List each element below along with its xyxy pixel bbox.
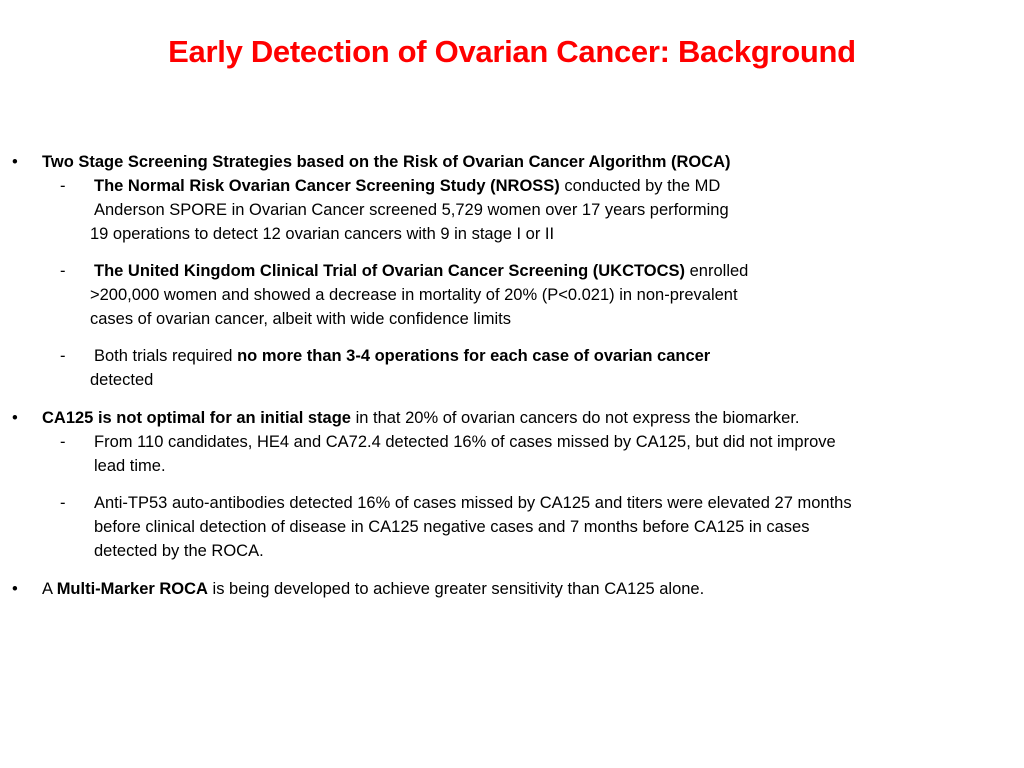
nross-line-1-rest: conducted by the MD xyxy=(559,177,721,195)
both-trials-line-1 xyxy=(94,346,710,366)
bullet-marker: • xyxy=(12,153,18,171)
both-trials-line-2: detected xyxy=(90,371,154,389)
bullet-2-text: in that 20% of ovarian cancers do not express the biomarker. xyxy=(350,409,800,427)
dash-marker: - xyxy=(60,433,66,451)
tp53-line-3: detected by the ROCA. xyxy=(94,542,264,560)
bullet-3-bold: Multi-Marker ROCA xyxy=(56,580,208,598)
ukctocs-line-1-rest: enrolled xyxy=(685,262,749,280)
ukctocs-line-1 xyxy=(94,261,748,281)
bullet-1-heading xyxy=(42,152,731,172)
dash-marker: - xyxy=(60,177,66,195)
both-trials-bold: no more than 3-4 operations for each case of ovarian cancer xyxy=(237,347,711,365)
bullet-marker: • xyxy=(12,409,18,427)
he4-line-2: lead time. xyxy=(94,457,166,475)
nross-line-1 xyxy=(94,176,720,196)
bullet-3-text: is being developed to achieve greater sensitivity than CA125 alone. xyxy=(207,580,705,598)
dash-marker: - xyxy=(60,494,66,512)
ukctocs-line-2: >200,000 women and showed a decrease in mortality of 20% (P<0.021) in non-prevalent xyxy=(90,286,738,304)
bullet-2-bold: CA125 is not optimal for an initial stage xyxy=(42,409,351,427)
nross-line-2: Anderson SPORE in Ovarian Cancer screened 5,729 women over 17 years performing xyxy=(94,201,729,219)
bullet-2-line xyxy=(42,408,799,428)
slide-title: Early Detection of Ovarian Cancer: Background xyxy=(168,34,856,69)
bullet-3-line xyxy=(42,579,704,599)
dash-marker: - xyxy=(60,347,66,365)
ukctocs-line-3: cases of ovarian cancer, albeit with wide confidence limits xyxy=(90,310,511,328)
nross-line-3: 19 operations to detect 12 ovarian cancers with 9 in stage I or II xyxy=(90,225,555,243)
nross-bold: The Normal Risk Ovarian Cancer Screening Study (NROSS) xyxy=(94,177,560,195)
tp53-line-1: Anti-TP53 auto-antibodies detected 16% of cases missed by CA125 and titers were elevated 27 months xyxy=(94,494,852,512)
bullet-1-bold: Two Stage Screening Strategies based on the Risk of Ovarian Cancer Algorithm (ROCA) xyxy=(42,153,731,171)
tp53-line-2: before clinical detection of disease in CA125 negative cases and 7 months before CA125 in cases xyxy=(94,518,810,536)
bullet-3-pre: A xyxy=(42,580,57,598)
both-trials-pre: Both trials required xyxy=(94,347,238,365)
dash-marker: - xyxy=(60,262,66,280)
ukctocs-bold: The United Kingdom Clinical Trial of Ovarian Cancer Screening (UKCTOCS) xyxy=(94,262,686,280)
he4-line-1: From 110 candidates, HE4 and CA72.4 detected 16% of cases missed by CA125, but did not improve xyxy=(94,433,836,451)
bullet-marker: • xyxy=(12,580,18,598)
